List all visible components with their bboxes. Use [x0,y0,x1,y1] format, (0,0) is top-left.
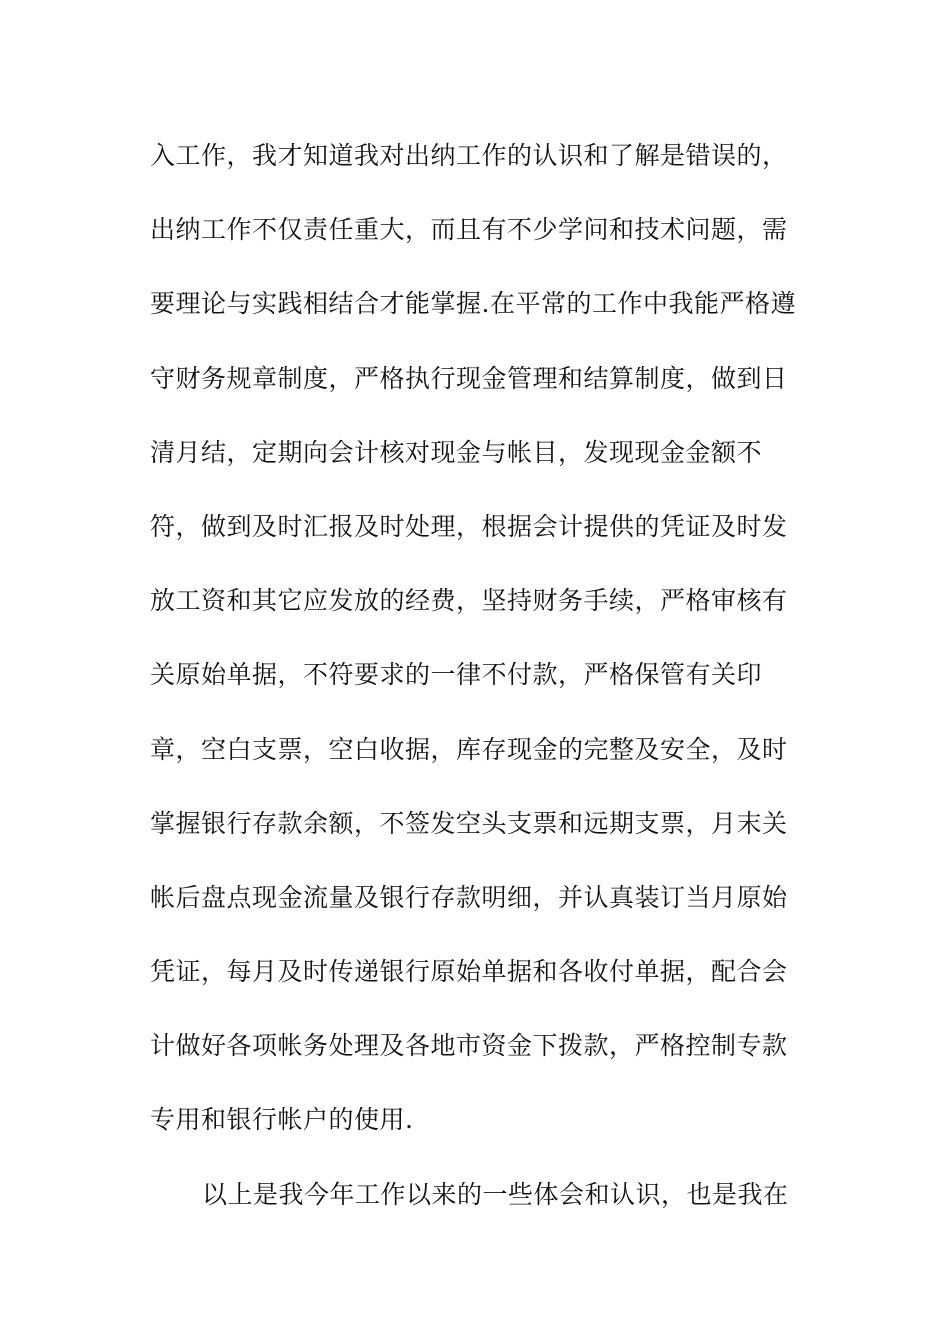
text-line: 守财务规章制度，严格执行现金管理和结算制度，做到日 [150,363,788,393]
paragraph-start-line: 以上是我今年工作以来的一些体会和认识，也是我在 [202,1179,789,1209]
text-line: 出纳工作不仅责任重大，而且有不少学问和技术问题，需 [150,215,788,245]
body-text [150,136,810,1249]
text-line: 专用和银行帐户的使用. [150,1105,414,1135]
text-line: 清月结，定期向会计核对现金与帐目，发现现金金额不 [150,437,763,467]
text-line: 计做好各项帐务处理及各地市资金下拨款，严格控制专款 [150,1031,788,1061]
text-line: 关原始单据，不符要求的一律不付款，严格保管有关印 [150,660,763,690]
text-line: 凭证，每月及时传递银行原始单据和各收付单据，配合会 [150,957,788,987]
text-line: 要理论与实践相结合才能掌握.在平常的工作中我能严格遵 [150,289,796,319]
text-line: 符，做到及时汇报及时处理，根据会计提供的凭证及时发 [150,511,788,541]
text-line: 掌握银行存款余额，不签发空头支票和远期支票，月末关 [150,808,788,838]
text-line: 章，空白支票，空白收据，库存现金的完整及安全，及时 [150,734,788,764]
text-line: 帐后盘点现金流量及银行存款明细，并认真装订当月原始 [150,882,788,912]
text-line: 放工资和其它应发放的经费，坚持财务手续，严格审核有 [150,586,788,616]
text-line: 入工作，我才知道我对出纳工作的认识和了解是错误的， [150,141,788,170]
